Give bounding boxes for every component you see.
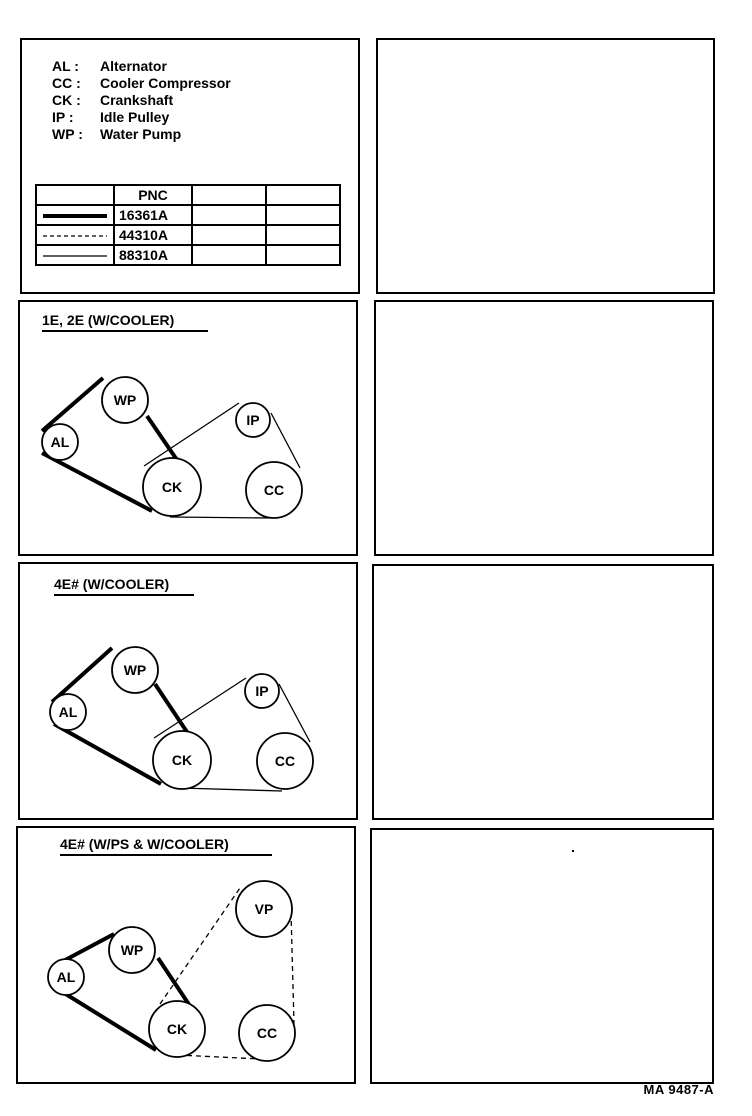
diagram-title: 1E, 2E (W/COOLER) (42, 312, 208, 332)
pulley-label-ck: CK (171, 752, 193, 768)
pulley-label-cc: CC (274, 753, 296, 769)
legend-item (52, 92, 231, 109)
diagram-title: 4E# (W/PS & W/COOLER) (60, 836, 272, 856)
blank-cell (192, 245, 266, 265)
blank-cell (266, 205, 340, 225)
thick-belt-segment (56, 988, 156, 1050)
belt-diagram-panel-2 (18, 562, 358, 820)
legend-item (52, 75, 231, 92)
thick-solid-line-swatch (36, 205, 114, 225)
pulley-label-wp: WP (120, 942, 144, 958)
pulley-label-ip: IP (255, 683, 269, 699)
pnc-row (36, 205, 340, 225)
legend-code: WP : (52, 126, 83, 142)
blank-cell (266, 185, 340, 205)
pnc-table (35, 184, 341, 266)
belt-routing-diagram (18, 828, 358, 1086)
pulley-label-wp: WP (113, 392, 137, 408)
legend-name: Alternator (100, 58, 167, 74)
thick-belt-segment (54, 724, 161, 784)
legend-name: Water Pump (100, 126, 182, 142)
thick-solid-line-icon (43, 212, 107, 220)
thin-belt-segment (180, 788, 282, 791)
blank-cell (266, 245, 340, 265)
legend-name: Cooler Compressor (100, 75, 231, 91)
legend-code: CK : (52, 92, 81, 108)
dashed-line-icon (43, 232, 107, 240)
thin-solid-line-swatch (36, 245, 114, 265)
pulley-label-ip: IP (246, 412, 260, 428)
pulley-label-al: AL (56, 969, 76, 985)
pnc-number: 44310A (114, 225, 192, 245)
speck-mark (572, 850, 574, 852)
legend-code: AL : (52, 58, 79, 74)
figure-code: MA 9487-A (643, 1082, 714, 1097)
legend-code: IP : (52, 109, 74, 125)
pnc-row (36, 225, 340, 245)
pulley-label-al: AL (50, 434, 70, 450)
pnc-number: 88310A (114, 245, 192, 265)
empty-panel (376, 38, 715, 294)
belt-diagram-panel-3 (16, 826, 356, 1084)
legend-item (52, 58, 231, 75)
legend-name: Idle Pulley (100, 109, 170, 125)
legend-panel (20, 38, 360, 294)
thick-belt-segment (42, 453, 152, 511)
thin-belt-segment (154, 678, 246, 738)
belt-diagram-panel-1 (18, 300, 358, 556)
empty-panel (372, 564, 714, 820)
belt-routing-diagram (20, 302, 360, 558)
dashed-belt-segment (178, 1055, 260, 1059)
pulley-label-ck: CK (166, 1021, 188, 1037)
legend-item (52, 126, 231, 143)
dashed-belt-segment (160, 888, 240, 1004)
pulley-label-ck: CK (161, 479, 183, 495)
pulley-label-vp: VP (254, 901, 274, 917)
empty-panel (370, 828, 714, 1084)
legend-item (52, 109, 231, 126)
empty-panel (374, 300, 714, 556)
pnc-number: 16361A (114, 205, 192, 225)
dashed-line-swatch (36, 225, 114, 245)
pnc-header-row (36, 185, 340, 205)
pulley-label-wp: WP (123, 662, 147, 678)
pulley-label-cc: CC (263, 482, 285, 498)
legend-code: CC : (52, 75, 81, 91)
thin-belt-segment (170, 517, 271, 518)
blank-cell (192, 185, 266, 205)
thick-belt-segment (42, 378, 103, 431)
swatch-header-cell (36, 185, 114, 205)
blank-cell (192, 205, 266, 225)
blank-cell (192, 225, 266, 245)
pnc-header: PNC (114, 185, 192, 205)
pnc-row (36, 245, 340, 265)
belt-routing-diagram (20, 564, 360, 822)
pulley-label-al: AL (58, 704, 78, 720)
pulley-label-cc: CC (256, 1025, 278, 1041)
diagram-title: 4E# (W/COOLER) (54, 576, 194, 596)
thin-belt-segment (271, 413, 300, 468)
blank-cell (266, 225, 340, 245)
legend-list (52, 58, 231, 143)
thick-belt-segment (52, 648, 112, 702)
dashed-belt-segment (291, 912, 294, 1024)
thin-solid-line-icon (43, 252, 107, 260)
legend-name: Crankshaft (100, 92, 174, 108)
